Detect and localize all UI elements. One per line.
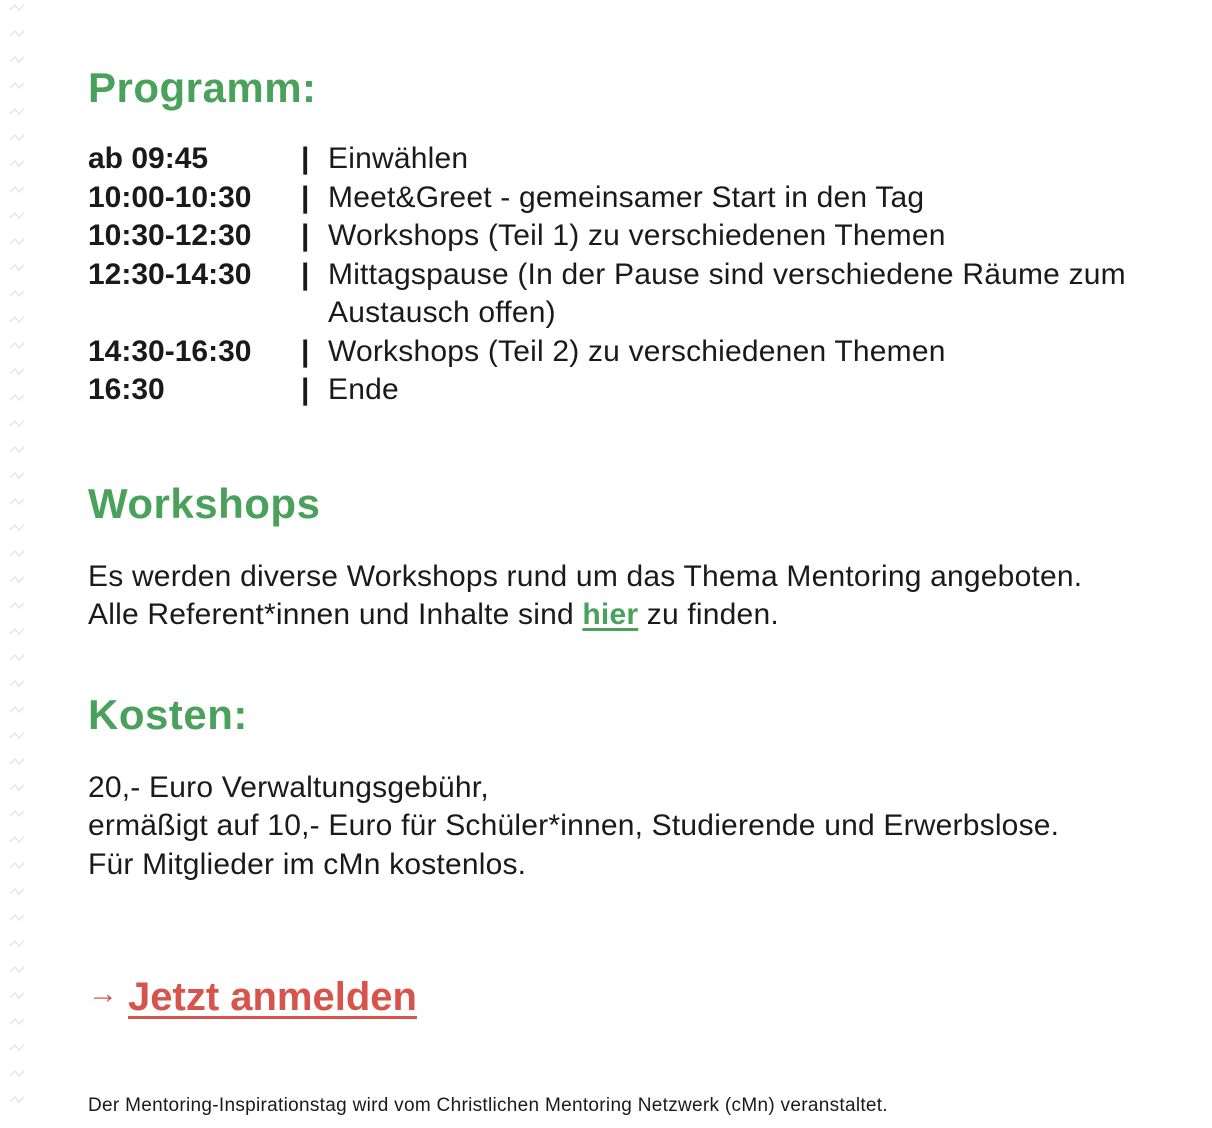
edge-squiggle <box>10 31 24 36</box>
kosten-heading: Kosten: <box>88 690 248 738</box>
hier-link[interactable]: hier <box>582 598 639 631</box>
edge-squiggle <box>10 525 24 530</box>
edge-squiggle <box>10 993 24 998</box>
kosten-line-1: 20,- Euro Verwaltungsgebühr, <box>88 770 489 804</box>
arrow-right-icon: → <box>88 977 118 1010</box>
edge-squiggle <box>10 1045 24 1050</box>
program-description: Mittagspause (In der Pause sind verschiedene Räume zum Austausch offen) <box>328 257 1126 329</box>
program-time: 10:30-12:30 <box>88 219 252 252</box>
program-row <box>88 371 1188 410</box>
program-schedule <box>88 140 1188 410</box>
edge-squiggle <box>10 135 24 140</box>
program-time: ab 09:45 <box>88 142 209 175</box>
program-separator: | <box>301 180 310 214</box>
workshops-line-1: Es werden diverse Workshops rund um das Thema Mentoring angeboten. <box>88 559 1083 593</box>
program-description: Workshops (Teil 1) zu verschiedenen Themen <box>328 219 946 252</box>
edge-squiggle <box>10 213 24 218</box>
program-description: Meet&Greet - gemeinsamer Start in den Tag <box>328 180 925 214</box>
program-row <box>88 256 1188 333</box>
edge-squiggle <box>10 499 24 504</box>
edge-squiggle <box>10 1019 24 1024</box>
edge-squiggle <box>10 707 24 712</box>
edge-squiggle <box>10 577 24 582</box>
edge-squiggle <box>10 603 24 608</box>
edge-squiggle <box>10 785 24 790</box>
edge-squiggle <box>10 759 24 764</box>
program-description: Einwählen <box>328 142 469 175</box>
edge-squiggle <box>10 811 24 816</box>
workshops-line-2-start: Alle Referent*innen und Inhalte sind <box>88 598 583 631</box>
edge-squiggle <box>10 447 24 452</box>
edge-squiggle <box>10 317 24 322</box>
main-content <box>88 60 1188 1118</box>
edge-squiggle <box>10 187 24 192</box>
edge-squiggle <box>10 967 24 972</box>
program-row <box>88 333 1188 372</box>
kosten-line-2: ermäßigt auf 10,- Euro für Schüler*innen, Studierende und Erwerbslose. <box>88 809 1060 842</box>
program-description: Workshops (Teil 2) zu verschiedenen Themen <box>328 334 946 368</box>
program-separator: | <box>301 219 310 252</box>
footer-note: Der Mentoring-Inspirationstag wird vom Christlichen Mentoring Netzwerk (cMn) veranstaltet. <box>88 1095 888 1116</box>
edge-squiggle <box>10 291 24 296</box>
edge-squiggle <box>10 655 24 660</box>
program-description: Ende <box>328 373 399 406</box>
program-row <box>88 140 1188 179</box>
program-separator: | <box>301 142 310 175</box>
program-row <box>88 217 1188 256</box>
edge-squiggle <box>10 863 24 868</box>
edge-squiggle <box>10 343 24 348</box>
edge-squiggle <box>10 1071 24 1076</box>
workshops-line-2 <box>88 596 1188 635</box>
kosten-line-3: Für Mitglieder im cMn kostenlos. <box>88 847 527 881</box>
edge-squiggle <box>10 5 24 10</box>
edge-squiggle <box>10 109 24 114</box>
program-separator: | <box>301 334 310 368</box>
edge-squiggle <box>10 265 24 270</box>
edge-squiggle <box>10 83 24 88</box>
edge-squiggle <box>10 57 24 62</box>
program-separator: | <box>301 373 310 406</box>
edge-squiggle <box>10 733 24 738</box>
workshops-heading: Workshops <box>88 479 321 527</box>
register-link[interactable]: Jetzt anmelden <box>128 975 417 1019</box>
edge-squiggle <box>10 941 24 946</box>
edge-squiggle <box>10 1097 24 1102</box>
program-row <box>88 179 1188 218</box>
program-time: 16:30 <box>88 373 165 406</box>
program-separator: | <box>301 257 310 291</box>
edge-squiggle <box>10 161 24 166</box>
workshops-line-2-end: zu finden. <box>638 598 779 631</box>
program-heading: Programm: <box>88 64 317 111</box>
program-time: 12:30-14:30 <box>88 257 252 291</box>
edge-squiggle <box>10 915 24 920</box>
edge-squiggle <box>10 681 24 686</box>
edge-squiggle <box>10 395 24 400</box>
edge-squiggle <box>10 629 24 634</box>
edge-squiggle <box>10 239 24 244</box>
kosten-text <box>88 769 1188 885</box>
edge-squiggle <box>10 837 24 842</box>
workshops-text <box>88 558 1188 635</box>
edge-squiggle <box>10 369 24 374</box>
program-time: 10:00-10:30 <box>88 180 252 214</box>
edge-squiggle <box>10 473 24 478</box>
decorative-edge-pattern <box>0 0 26 1128</box>
edge-squiggle <box>10 889 24 894</box>
program-time: 14:30-16:30 <box>88 334 252 368</box>
edge-squiggle <box>10 551 24 556</box>
edge-squiggle <box>10 421 24 426</box>
register-cta[interactable] <box>88 972 1188 1022</box>
